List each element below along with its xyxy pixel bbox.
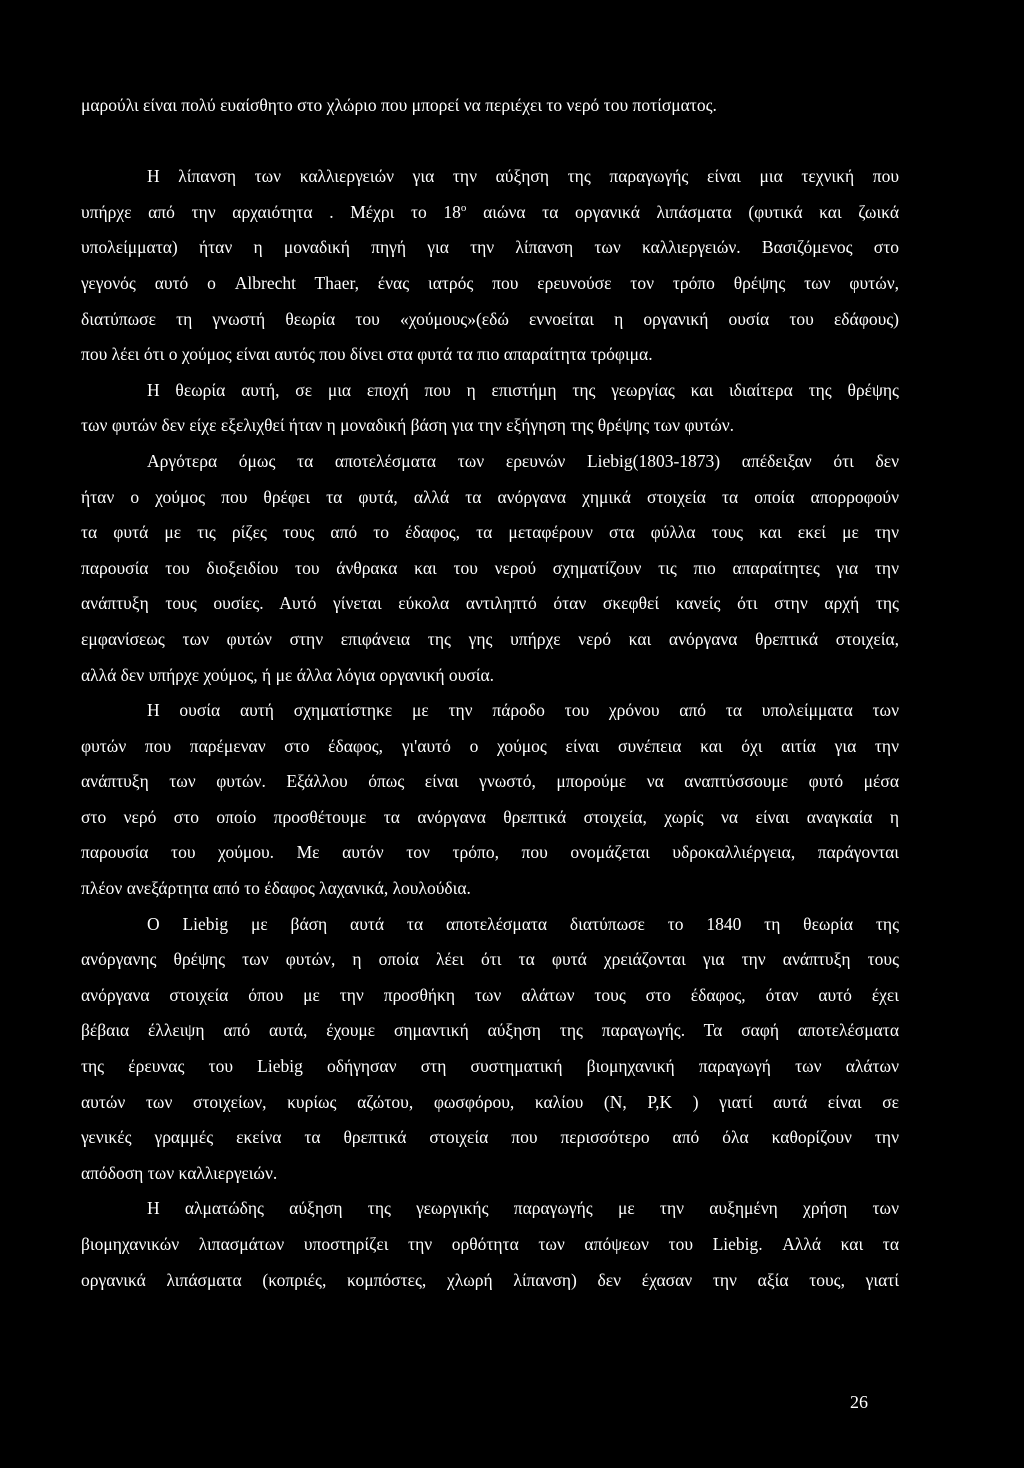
text-line: εμφανίσεως των φυτών στην επιφάνεια της γης υπήρχε νερό και ανόργανα θρεπτικά στοιχεία, <box>81 628 899 649</box>
text-line: Η αλματώδης αύξηση της γεωργικής παραγωγής με την αυξημένη χρήση των <box>147 1198 899 1219</box>
text-fragment: υπήρχε από την αρχαιότητα . Μέχρι το 18 <box>81 201 461 222</box>
text-line: απόδοση των καλλιεργειών. <box>81 1162 278 1183</box>
text-line: της έρευνας του Liebig οδήγησαν στη συστηματική βιομηχανική παραγωγή των αλάτων <box>81 1056 899 1077</box>
text-line: υπολείμματα) ήταν η μοναδική πηγή για την λίπανση των καλλιεργειών. Βασιζόμενος στο <box>81 237 899 258</box>
page-number: 26 <box>850 1392 868 1412</box>
text-line: Η λίπανση των καλλιεργειών για την αύξηση της παραγωγής είναι μια τεχνική που <box>147 166 899 187</box>
text-line: Η θεωρία αυτή, σε μια εποχή που η επιστήμη της γεωργίας και ιδιαίτερα της θρέψης <box>147 379 899 400</box>
text-line <box>81 195 899 231</box>
text-line: αυτών των στοιχείων, κυρίως αζώτου, φωσφόρου, καλίου (Ν, Ρ,Κ ) γιατί αυτά είναι σε <box>81 1091 899 1112</box>
text-line: αλλά δεν υπήρχε χούμος, ή με άλλα λόγια οργανική ουσία. <box>81 664 495 685</box>
text-line: που λέει ότι ο χούμος είναι αυτός που δίνει στα φυτά τα πιο απαραίτητα τρόφιμα. <box>81 344 653 365</box>
text-line: στο νερό στο οποίο προσθέτουμε τα ανόργανα θρεπτικά στοιχεία, χωρίς να είναι αναγκαία η <box>81 806 899 827</box>
text-line: ανάπτυξη των φυτών. Εξάλλου όπως είναι γνωστό, μπορούμε να αναπτύσσουμε φυτό μέσα <box>81 771 899 792</box>
text-line: οργανικά λιπάσματα (κοπριές, κομπόστες, χλωρή λίπανση) δεν έχασαν την αξία τους, γιατί <box>81 1269 899 1290</box>
text-line: τα φυτά με τις ρίζες τους από το έδαφος, τα μεταφέρουν στα φύλλα τους και εκεί με την <box>81 522 899 543</box>
text-line: ανόργανα στοιχεία όπου με την προσθήκη των αλάτων τους στο έδαφος, όταν αυτό έχει <box>81 984 899 1005</box>
text-line: βιομηχανικών λιπασμάτων υποστηρίζει την ορθότητα των απόψεων του Liebig. Αλλά και τα <box>81 1234 899 1254</box>
text-line: παρουσία του διοξειδίου του άνθρακα και του νερού σχηματίζουν τις πιο απαραίτητες για την <box>81 557 899 578</box>
text-line: ανόργανης θρέψης των φυτών, η οποία λέει ότι τα φυτά χρειάζονται για την ανάπτυξη τους <box>81 949 899 970</box>
text-line: διατύπωσε τη γνωστή θεωρία του «χούμους»(εδώ εννοείται η οργανική ουσία του εδάφους) <box>81 308 899 329</box>
text-line: Η ουσία αυτή σχηματίστηκε με την πάροδο του χρόνου από τα υπολείμματα των <box>147 700 899 721</box>
text-line: φυτών που παρέμεναν στο έδαφος, γι'αυτό ο χούμος είναι συνέπεια και όχι αιτία για την <box>81 735 899 756</box>
text-line: βέβαια έλλειψη από αυτά, έχουμε σημαντική αύξηση της παραγωγής. Τα σαφή αποτελέσματα <box>81 1020 899 1041</box>
text-line: των φυτών δεν είχε εξελιχθεί ήταν η μοναδική βάση για την εξήγηση της θρέψης των φυτών. <box>81 415 735 436</box>
text-line: παρουσία του χούμου. Με αυτόν τον τρόπο, που ονομάζεται υδροκαλλιέργεια, παράγονται <box>81 842 899 863</box>
text-fragment: αιώνα τα οργανικά λιπάσματα (φυτικά και ζωικά <box>466 201 899 222</box>
superscript: ο <box>460 201 467 214</box>
text-line: ανάπτυξη τους ουσίες. Αυτό γίνεται εύκολα αντιληπτό όταν σκεφθεί κανείς ότι στην αρχή της <box>81 593 899 614</box>
text-line: γενικές γραμμές εκείνα τα θρεπτικά στοιχεία που περισσότερο από όλα καθορίζουν την <box>81 1127 899 1148</box>
text-line: γεγονός αυτό ο Albrecht Thaer, ένας ιατρός που ερευνούσε τον τρόπο θρέψης των φυτών, <box>81 272 899 293</box>
text-line: πλέον ανεξάρτητα από το έδαφος λαχανικά, λουλούδια. <box>81 878 471 899</box>
text-line: Αργότερα όμως τα αποτελέσματα των ερευνών Liebig(1803-1873) απέδειξαν ότι δεν <box>147 450 899 471</box>
body-text <box>81 88 899 1298</box>
text-line: Ο Liebig με βάση αυτά τα αποτελέσματα διατύπωσε το 1840 τη θεωρία της <box>147 913 899 934</box>
text-line: ήταν ο χούμος που θρέφει τα φυτά, αλλά τα ανόργανα χημικά στοιχεία τα οποία απορροφούν <box>81 486 899 507</box>
text-line: μαρούλι είναι πολύ ευαίσθητο στο χλώριο που μπορεί να περιέχει το νερό του ποτίσματος. <box>81 95 717 115</box>
